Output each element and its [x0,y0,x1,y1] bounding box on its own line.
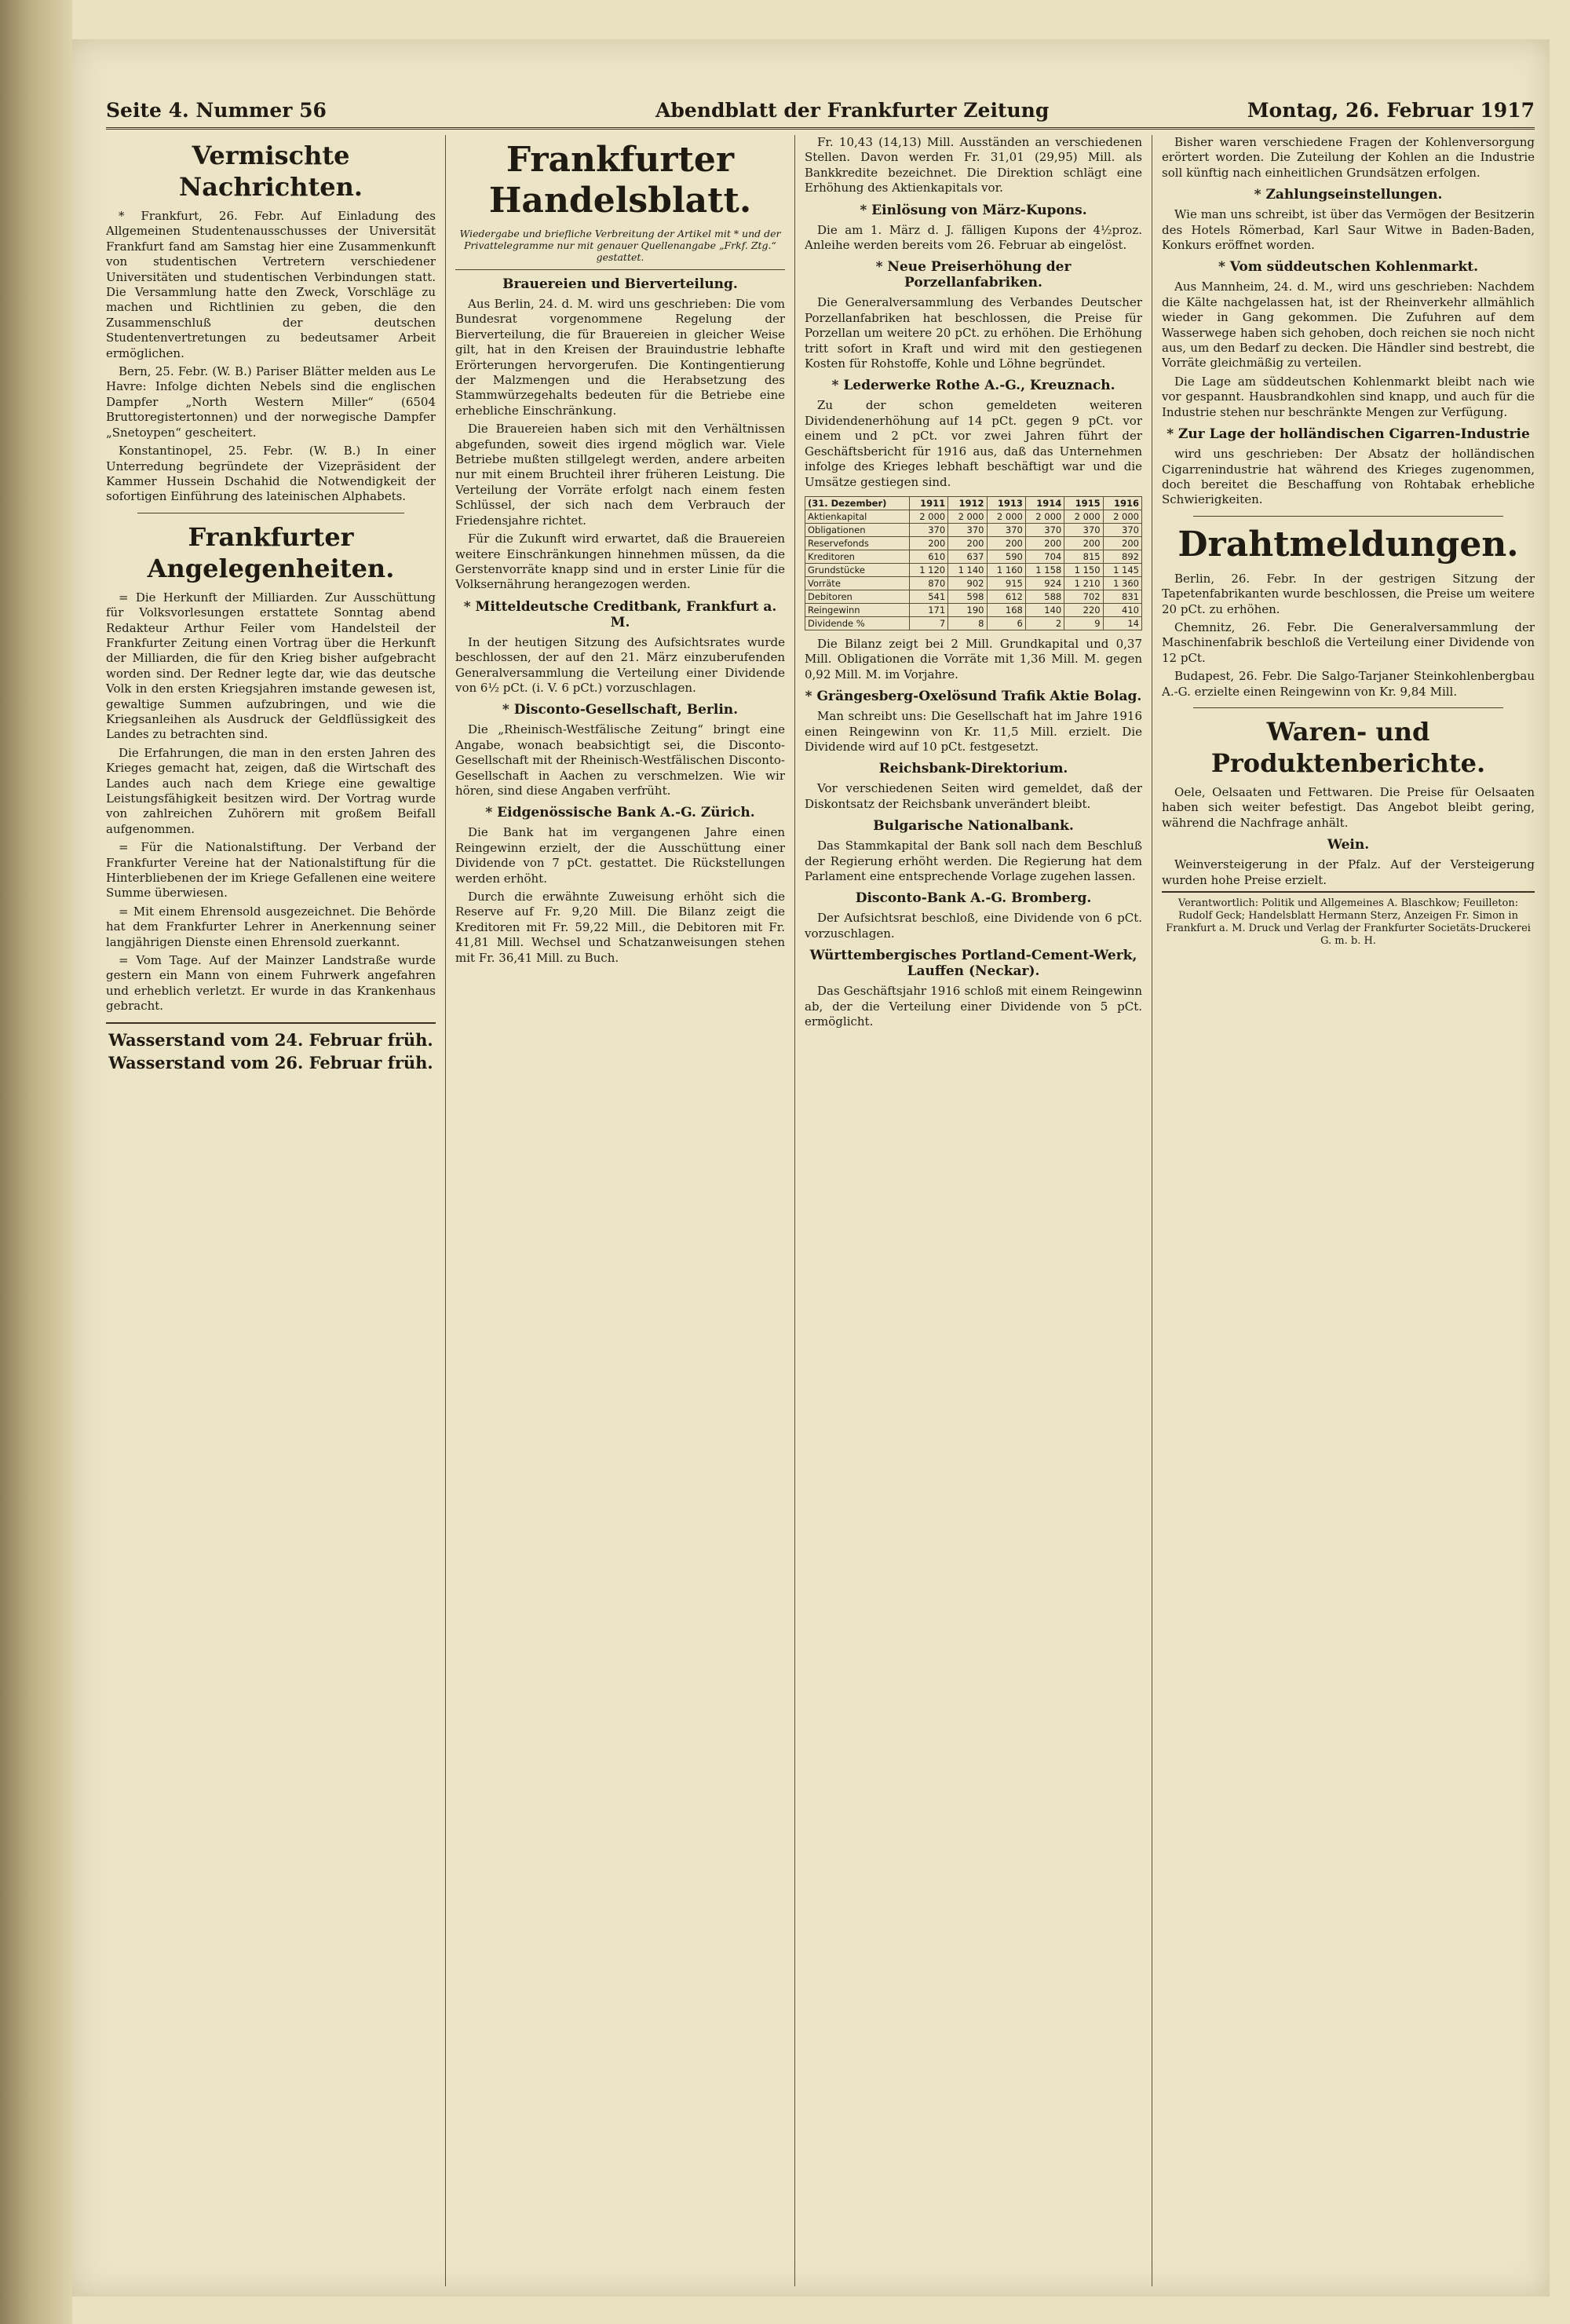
table-cell: 8 [948,616,987,630]
table-cell: 541 [909,590,947,603]
article-paragraph: * Frankfurt, 26. Febr. Auf Einladung des Allgemeinen Studentenausschusses der Universität Frankfurt fand am Samstag hier eine Zusammenkunft von studentischen Vertretern verschiedener Universitäten und studentischen Verbindungen statt. Die Versammlung hatte den Zweck, Vorschläge zu machen und Richtlinien zu geben, die den Zusammenschluß der deutschen Studentenvertretungen zu bedeutsamer Arbeit ermöglichen. [106,209,436,360]
article-paragraph: = Mit einem Ehrensold ausgezeichnet. Die Behörde hat dem Frankfurter Lehrer in Anerkennung seiner langjährigen Dienste einen Ehrensold zuerkannt. [106,904,436,949]
section-heading: Vermischte Nachrichten. [178,141,363,202]
table-cell: 892 [1103,550,1141,563]
article-title: Brauereien und Bierverteilung. [502,276,738,292]
table-cell: 902 [948,576,987,590]
article-title: Disconto-Bank A.-G. Bromberg. [855,890,1092,907]
article-title: * Zahlungseinstellungen. [1254,187,1443,203]
article-paragraph: = Vom Tage. Auf der Mainzer Landstraße wurde gestern ein Mann von einem Fuhrwerk angefahren und erheblich verletzt. Er wurde in das Krankenhaus gebracht. [106,953,436,1014]
column-1 [106,135,436,2286]
article-paragraph: Das Geschäftsjahr 1916 schloß mit einem Reingewinn ab, der die Verteilung einer Dividende von 5 pCt. ermöglicht. [805,984,1142,1029]
article-paragraph: Weinversteigerung in der Pfalz. Auf der Versteigerung wurden hohe Preise erzielt. [1162,857,1535,887]
table-cell: 7 [909,616,947,630]
page-number: Seite 4. Nummer 56 [106,99,327,122]
article-title: * Mitteldeutsche Creditbank, Frankfurt a. M. [463,598,777,630]
article-paragraph: In der heutigen Sitzung des Aufsichtsrates wurde beschlossen, der auf den 21. März einzuberufenden Generalversammlung die Verteilung einer Dividende von 6½ pCt. (i. V. 6 pCt.) vorzuschlagen. [455,634,785,695]
table-cell: 702 [1064,590,1103,603]
section-heading: Frankfurter Angelegenheiten. [147,521,395,583]
table-cell: 9 [1064,616,1103,630]
table-row [805,576,1142,590]
table-cell: 1 158 [1025,563,1064,576]
table-row [805,563,1142,576]
article-paragraph: Wie man uns schreibt, ist über das Vermögen der Besitzerin des Hotels Römerbad, Karl Saur Witwe in Baden-Baden, Konkurs eröffnet worden. [1162,207,1535,253]
article-title: * Lederwerke Rothe A.-G., Kreuznach. [831,378,1115,394]
article-paragraph: Das Stammkapital der Bank soll nach dem Beschluß der Regierung erhöht werden. Die Regierung hat dem Parlament eine entsprechende Vorlage zugehen lassen. [805,839,1142,883]
article-paragraph: Die Bilanz zeigt bei 2 Mill. Grundkapital und 0,37 Mill. Obligationen die Vorräte mit 1,36 Mill. M. gegen 0,92 Mill. M. im Vorjahre. [805,636,1142,681]
table-cell: 200 [987,536,1025,550]
article-paragraph: Berlin, 26. Febr. In der gestrigen Sitzung der Tapetenfabrikanten wurde beschlossen, die Preise um weitere 20 pCt. zu erhöhen. [1162,571,1535,616]
table-cell: 171 [909,603,947,616]
page-date: Montag, 26. Februar 1917 [1247,99,1535,122]
table-cell: 168 [987,603,1025,616]
table-header-cell: 1912 [948,496,987,510]
table-cell: Obligationen [805,523,910,536]
table-cell: 2 000 [1064,510,1103,523]
table-cell: 831 [1103,590,1141,603]
column-3 [805,135,1142,2286]
article-paragraph: Vor verschiedenen Seiten wird gemeldet, daß der Diskontsatz der Reichsbank unverändert bleibt. [805,781,1142,811]
table-cell: 370 [1025,523,1064,536]
table-row [805,523,1142,536]
table-cell: 924 [1025,576,1064,590]
table-row [805,616,1142,630]
article-title: Württembergisches Portland-Cement-Werk, Lauffen (Neckar). [809,948,1137,980]
article-paragraph: Die „Rheinisch-Westfälische Zeitung“ bringt eine Angabe, wonach beabsichtigt sei, die Disconto-Gesellschaft mit der Rheinisch-Westfälischen Disconto-Gesellschaft in Aachen zu verschmelzen. Wie wir hören, sind diese Angaben verfrüht. [455,722,785,798]
section-heading: Frankfurter Handelsblatt. [488,140,752,221]
article-paragraph: Budapest, 26. Febr. Die Salgo-Tarjaner Steinkohlenbergbau A.-G. erzielte einen Reingewinn von Kr. 9,84 Mill. [1162,669,1535,699]
article-paragraph: Für die Zukunft wird erwartet, daß die Brauereien weitere Einschränkungen hinnehmen müssen, da die Gerstenvorräte knapp sind und in erster Linie für die Volksernährung herangezogen werden. [455,532,785,592]
article-title: * Eidgenössische Bank A.-G. Zürich. [485,805,755,821]
article-paragraph: Die Lage am süddeutschen Kohlenmarkt bleibt nach wie vor gespannt. Hausbrandkohlen sind knapp, und auch für die Industrie stehen nur beschränkte Mengen zur Verfügung. [1162,374,1535,419]
article-paragraph: Bisher waren verschiedene Fragen der Kohlenversorgung erörtert worden. Die Zuteilung der Kohlen an die Industrie soll künftig nach einheitlichen Grundsätzen erfolgen. [1162,135,1535,180]
article-paragraph: Oele, Oelsaaten und Fettwaren. Die Preise für Oelsaaten haben sich weiter befestigt. Das Angebot bleibt gering, während die Nachfrage anhält. [1162,784,1535,830]
table-header-cell: 1911 [909,496,947,510]
article-paragraph: Chemnitz, 26. Febr. Die Generalversammlung der Maschinenfabrik beschloß die Verteilung einer Dividende von 12 pCt. [1162,619,1535,665]
column-4 [1162,135,1535,2286]
table-header-cell: 1915 [1064,496,1103,510]
table-cell: 6 [987,616,1025,630]
article-title: * Neue Preiserhöhung der Porzellanfabriken. [875,259,1072,291]
column-rule [445,135,446,2286]
section-heading: Waren- und Produktenberichte. [1210,716,1486,778]
article-paragraph: Man schreibt uns: Die Gesellschaft hat im Jahre 1916 einen Reingewinn von Kr. 11,5 Mill. erzielt. Die Dividende wird auf 10 pCt. festgesetzt. [805,709,1142,754]
table-header-cell: (31. Dezember) [805,496,910,510]
table-cell: 588 [1025,590,1064,603]
table-body [805,510,1142,630]
article-paragraph: Die Erfahrungen, die man in den ersten Jahren des Krieges gemacht hat, zeigen, daß die Wirtschaft des Landes auch nach dem Kriege eine gewaltige Leistungsfähigkeit besitzen wird. Der Vortrag wurde von zahlreichen Zuhörern mit großem Beifall aufgenommen. [106,745,436,836]
article-title: * Grängesberg-Oxelösund Trafik Aktie Bolag. [805,689,1142,705]
article-title: * Vom süddeutschen Kohlenmarkt. [1218,259,1479,276]
table-cell: 190 [948,603,987,616]
table-cell: 200 [1103,536,1141,550]
article-paragraph: = Für die Nationalstiftung. Der Verband der Frankfurter Vereine hat der Nationalstiftung für die Hinterbliebenen der im Kriege Gefallenen eine weitere Summe überwiesen. [106,840,436,901]
table-cell: 370 [948,523,987,536]
article-paragraph: Durch die erwähnte Zuweisung erhöht sich die Reserve auf Fr. 9,20 Mill. Die Bilanz zeigt die Kreditoren mit Fr. 59,22 Mill., die Debitoren mit Fr. 41,81 Mill. Wechsel und Schatzanweisungen stehen mit Fr. 36,41 Mill. zu Buch. [455,890,785,965]
article-paragraph: Fr. 10,43 (14,13) Mill. Ausständen an verschiedenen Stellen. Davon werden Fr. 31,01 (29,95) Mill. als Bankkredite bezeichnet. Die Direktion schlägt eine Erhöhung des Aktienkapitals vor. [805,135,1142,195]
table-cell: 1 360 [1103,576,1141,590]
article-title: Bulgarische Nationalbank. [873,818,1074,835]
table-cell: 2 000 [909,510,947,523]
imprint: Verantwortlich: Politik und Allgemeines A. Blaschkow; Feuilleton: Rudolf Geck; Handelsblatt Hermann Sterz, Anzeigen Fr. Simon in Frankfurt a. M. Druck und Verlag der Frankfurter Societäts-Druckerei G. m. b. H. [1162,891,1535,948]
table-cell: 1 120 [909,563,947,576]
table-cell: 598 [948,590,987,603]
table-cell: 2 000 [948,510,987,523]
table-cell: 610 [909,550,947,563]
table-cell: 200 [909,536,947,550]
page-header [106,96,1535,130]
article-paragraph: Aus Mannheim, 24. d. M., wird uns geschrieben: Nachdem die Kälte nachgelassen hat, ist der Rheinverkehr allmählich wieder in Gang gekommen. Die Zufuhren auf dem Wasserwege haben sich gehoben, doch reichen sie noch nicht aus, um den Bedarf zu decken. Die Händler sind bestrebt, die Vorräte gleichmäßig zu verteilen. [1162,280,1535,371]
table-row [805,590,1142,603]
column-rule [794,135,795,2286]
table-row [805,603,1142,616]
table-cell: 870 [909,576,947,590]
table-cell: Kreditoren [805,550,910,563]
copyright-notice: Wiedergabe und briefliche Verbreitung der Artikel mit * und der Privattelegramme nur mit genauer Quellenangabe „Frkf. Ztg.“ gestattet. [455,228,785,270]
section-heading: Drahtmeldungen. [1178,524,1519,565]
table-cell: 140 [1025,603,1064,616]
table-cell: Debitoren [805,590,910,603]
table-row [805,536,1142,550]
article-paragraph: Konstantinopel, 25. Febr. (W. B.) In einer Unterredung begründete der Vizepräsident der Kammer Hussein Dschahid die Notwendigkeit der sofortigen Einführung des lateinischen Alphabets. [106,444,436,504]
article-title: * Disconto-Gesellschaft, Berlin. [502,702,739,718]
table-header-cell: 1914 [1025,496,1064,510]
table-cell: 200 [1025,536,1064,550]
table-cell: 915 [987,576,1025,590]
article-paragraph: wird uns geschrieben: Der Absatz der holländischen Cigarrenindustrie hat während des Krieges zugenommen, doch bereitet die Beschaffung von Rohtabak erhebliche Schwierigkeiten. [1162,447,1535,507]
table-cell: Reservefonds [805,536,910,550]
table-cell: 370 [1064,523,1103,536]
table-cell: 704 [1025,550,1064,563]
table-row [805,550,1142,563]
table-cell: Aktienkapital [805,510,910,523]
article-paragraph: Die am 1. März d. J. fälligen Kupons der 4½proz. Anleihe werden bereits vom 26. Februar ab eingelöst. [805,222,1142,253]
table-cell: 1 160 [987,563,1025,576]
table-cell: 1 210 [1064,576,1103,590]
table-cell: 2 000 [1025,510,1064,523]
table-cell: 590 [987,550,1025,563]
table-cell: 370 [987,523,1025,536]
table-cell: 410 [1103,603,1141,616]
table-cell: 612 [987,590,1025,603]
book-spine [0,0,72,2324]
article-title: Reichsbank-Direktorium. [878,761,1068,777]
table-cell: 370 [909,523,947,536]
table-cell: 370 [1103,523,1141,536]
article-title: Wein. [1327,837,1370,853]
newspaper-title: Abendblatt der Frankfurter Zeitung [655,99,1050,122]
table-cell: Vorräte [805,576,910,590]
article-paragraph: Die Bank hat im vergangenen Jahre einen Reingewinn erzielt, der die Ausschüttung einer Dividende von 7 pCt. gestattet. Die Rückstellungen werden erhöht. [455,825,785,886]
table-header-cell: 1916 [1103,496,1141,510]
article-title: * Zur Lage der holländischen Cigarren-Industrie [1167,426,1530,443]
table-cell: 1 140 [948,563,987,576]
table-cell: 220 [1064,603,1103,616]
table-cell: 1 145 [1103,563,1141,576]
table-cell: 200 [1064,536,1103,550]
divider [1193,707,1503,708]
table-cell: Grundstücke [805,563,910,576]
table-cell: 637 [948,550,987,563]
article-paragraph: Die Generalversammlung des Verbandes Deutscher Porzellanfabriken hat beschlossen, die Preise für Porzellan um weitere 20 pCt. zu erhöhen. Die Erhöhung tritt sofort in Kraft und wird mit den gestiegenen Kosten für Rohstoffe, Kohle und Löhne begründet. [805,295,1142,371]
divider [1193,516,1503,517]
balance-table [805,496,1142,630]
article-paragraph: Zu der schon gemeldeten weiteren Dividendenerhöhung auf 14 pCt. gegen 9 pCt. vor einem und 2 pCt. vor zwei Jahren führt der Geschäftsbericht für 1916 aus, daß das Unternehmen infolge des Krieges lebhaft beschäftigt war und die Umsätze gestiegen sind. [805,398,1142,489]
table-cell: Reingewinn [805,603,910,616]
table-cell: 14 [1103,616,1141,630]
table-cell: 200 [948,536,987,550]
article-title: * Einlösung von März-Kupons. [860,202,1087,218]
table-header-row [805,496,1142,510]
table-cell: 1 150 [1064,563,1103,576]
article-paragraph: Der Aufsichtsrat beschloß, eine Dividende von 6 pCt. vorzuschlagen. [805,911,1142,941]
article-paragraph: Die Brauereien haben sich mit den Verhältnissen abgefunden, soweit dies irgend möglich war. Viele Betriebe mußten stillgelegt werden, andere arbeiten nur mit einem Bruchteil ihrer früheren Leistung. Die Verteilung der Vorräte erfolgt nach einem festen Schlüssel, der sich nach dem Verbrauch der Friedensjahre richtet. [455,422,785,528]
water-level-heading: Wasserstand vom 26. Februar früh. [108,1052,433,1072]
article-paragraph: = Die Herkunft der Milliarden. Zur Ausschüttung für Volksvorlesungen erstattete Sonntag abend Redakteur Arthur Feiler vom Handelsteil der Frankfurter Zeitung einen Vortrag über die Herkunft der Milliarden, die für den Krieg bisher aufgebracht worden sind. Der Redner legte dar, wie das deutsche Volk in den ersten Kriegsjahren imstande gewesen ist, gewaltige Summen aufzubringen, und wie die Kriegsanleihen als Ausdruck der Geldflüssigkeit des Landes zu betrachten sind. [106,590,436,742]
water-level-box [106,1022,436,1072]
table-cell: 2 [1025,616,1064,630]
table-header-cell: 1913 [987,496,1025,510]
table-row [805,510,1142,523]
column-2 [455,135,785,2286]
article-paragraph: Aus Berlin, 24. d. M. wird uns geschrieben: Die vom Bundesrat vorgenommene Regelung der Bierverteilung, die für Brauereien in gleicher Weise gilt, hat in den Kreisen der Brauindustrie lebhafte Erörterungen hervorgerufen. Die Kontingentierung der Malzmengen und die Herabsetzung des Stammwürzegehalts bedeuten für die Betriebe eine erhebliche Einschränkung. [455,297,785,418]
water-level-heading: Wasserstand vom 24. Februar früh. [108,1029,433,1050]
table-cell: 815 [1064,550,1103,563]
table-cell: Dividende % [805,616,910,630]
table-cell: 2 000 [987,510,1025,523]
article-paragraph: Bern, 25. Febr. (W. B.) Pariser Blätter melden aus Le Havre: Infolge dichten Nebels sind die englischen Dampfer „North Western Miller“ (6504 Bruttoregistertonnen) und der norwegische Dampfer „Snetoypen“ gescheitert. [106,364,436,440]
table-cell: 2 000 [1103,510,1141,523]
